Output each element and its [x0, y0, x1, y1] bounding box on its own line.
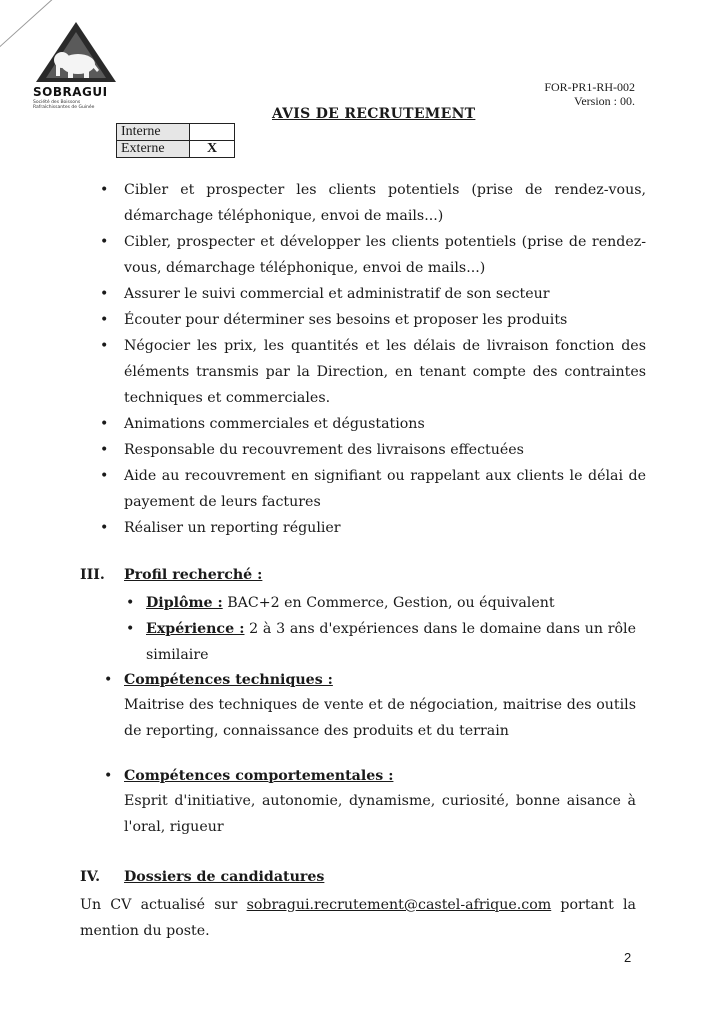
recruitment-type-mark: X [190, 141, 235, 158]
section-number: IV. [80, 869, 101, 885]
application-instructions [80, 892, 636, 944]
task-item: • Écouter pour déterminer ses besoins et proposer les produits [86, 307, 646, 333]
document-version: Version : 00. [574, 94, 635, 108]
recruitment-type-label: Externe [117, 141, 190, 158]
recruitment-type-row [117, 141, 235, 158]
technical-skills-text: Maitrise des techniques de vente et de négociation, maitrise des outils de reporting, connaissance des produits et du terrain [124, 697, 636, 739]
instructions-text: Un CV actualisé sur [80, 897, 247, 913]
profile-diploma [146, 590, 636, 616]
diploma-text: BAC+2 en Commerce, Gestion, ou équivalent [222, 595, 555, 611]
logo-subtitle: Société des Boissons Rafraîchissantes de Guinée [33, 100, 95, 110]
company-logo [30, 18, 120, 108]
experience-label: Expérience : [146, 621, 245, 637]
technical-skills-heading [124, 667, 333, 693]
document-reference [544, 80, 635, 108]
task-item: • Négocier les prix, les quantités et les délais de livraison fonction des éléments transmis par la Direction, en tenant compte des contraintes techniques et commerciales. [86, 333, 646, 411]
task-item: • Cibler, prospecter et développer les clients potentiels (prise de rendez-vous, démarchage téléphonique, envoi de mails...) [86, 229, 646, 281]
tasks-list [86, 177, 646, 541]
page-title: AVIS DE RECRUTEMENT [272, 106, 476, 122]
task-item: • Assurer le suivi commercial et administratif de son secteur [86, 281, 646, 307]
document-code: FOR-PR1-RH-002 [544, 80, 635, 94]
profile-experience [146, 616, 636, 668]
section-title: Profil recherché : [124, 567, 263, 583]
recruitment-type-table [116, 123, 235, 158]
experience-text: 2 à 3 ans d'expériences dans le domaine dans un rôle similaire [146, 621, 636, 663]
recruitment-email-link[interactable]: sobragui.recrutement@castel-afrique.com [246, 897, 552, 913]
behavioral-skills-text: Esprit d'initiative, autonomie, dynamisme, curiosité, bonne aisance à l'oral, rigueur [124, 793, 636, 835]
elephant-logo-icon [36, 22, 116, 86]
task-item: • Aide au recouvrement en signifiant ou rappelant aux clients le délai de payement de leurs factures [86, 463, 646, 515]
page-number: 2 [624, 950, 632, 965]
behavioral-skills-label: Compétences comportementales : [124, 768, 394, 784]
task-item: • Réaliser un reporting régulier [86, 515, 646, 541]
task-item: • Cibler et prospecter les clients potentiels (prise de rendez-vous, démarchage téléphonique, envoi de mails...) [86, 177, 646, 229]
section-number: III. [80, 567, 105, 583]
behavioral-skills-heading [124, 763, 393, 789]
recruitment-type-row [117, 124, 235, 141]
task-item: • Responsable du recouvrement des livraisons effectuées [86, 437, 646, 463]
logo-brand-text: SOBRAGUI [33, 85, 108, 99]
task-item: • Animations commerciales et dégustations [86, 411, 646, 437]
recruitment-type-label: Interne [117, 124, 190, 141]
diploma-label: Diplôme : [146, 595, 223, 611]
technical-skills-label: Compétences techniques : [124, 672, 333, 688]
section-title: Dossiers de candidatures [124, 869, 325, 885]
instructions-text: portant la mention du poste. [80, 897, 637, 939]
recruitment-type-mark [190, 124, 235, 141]
